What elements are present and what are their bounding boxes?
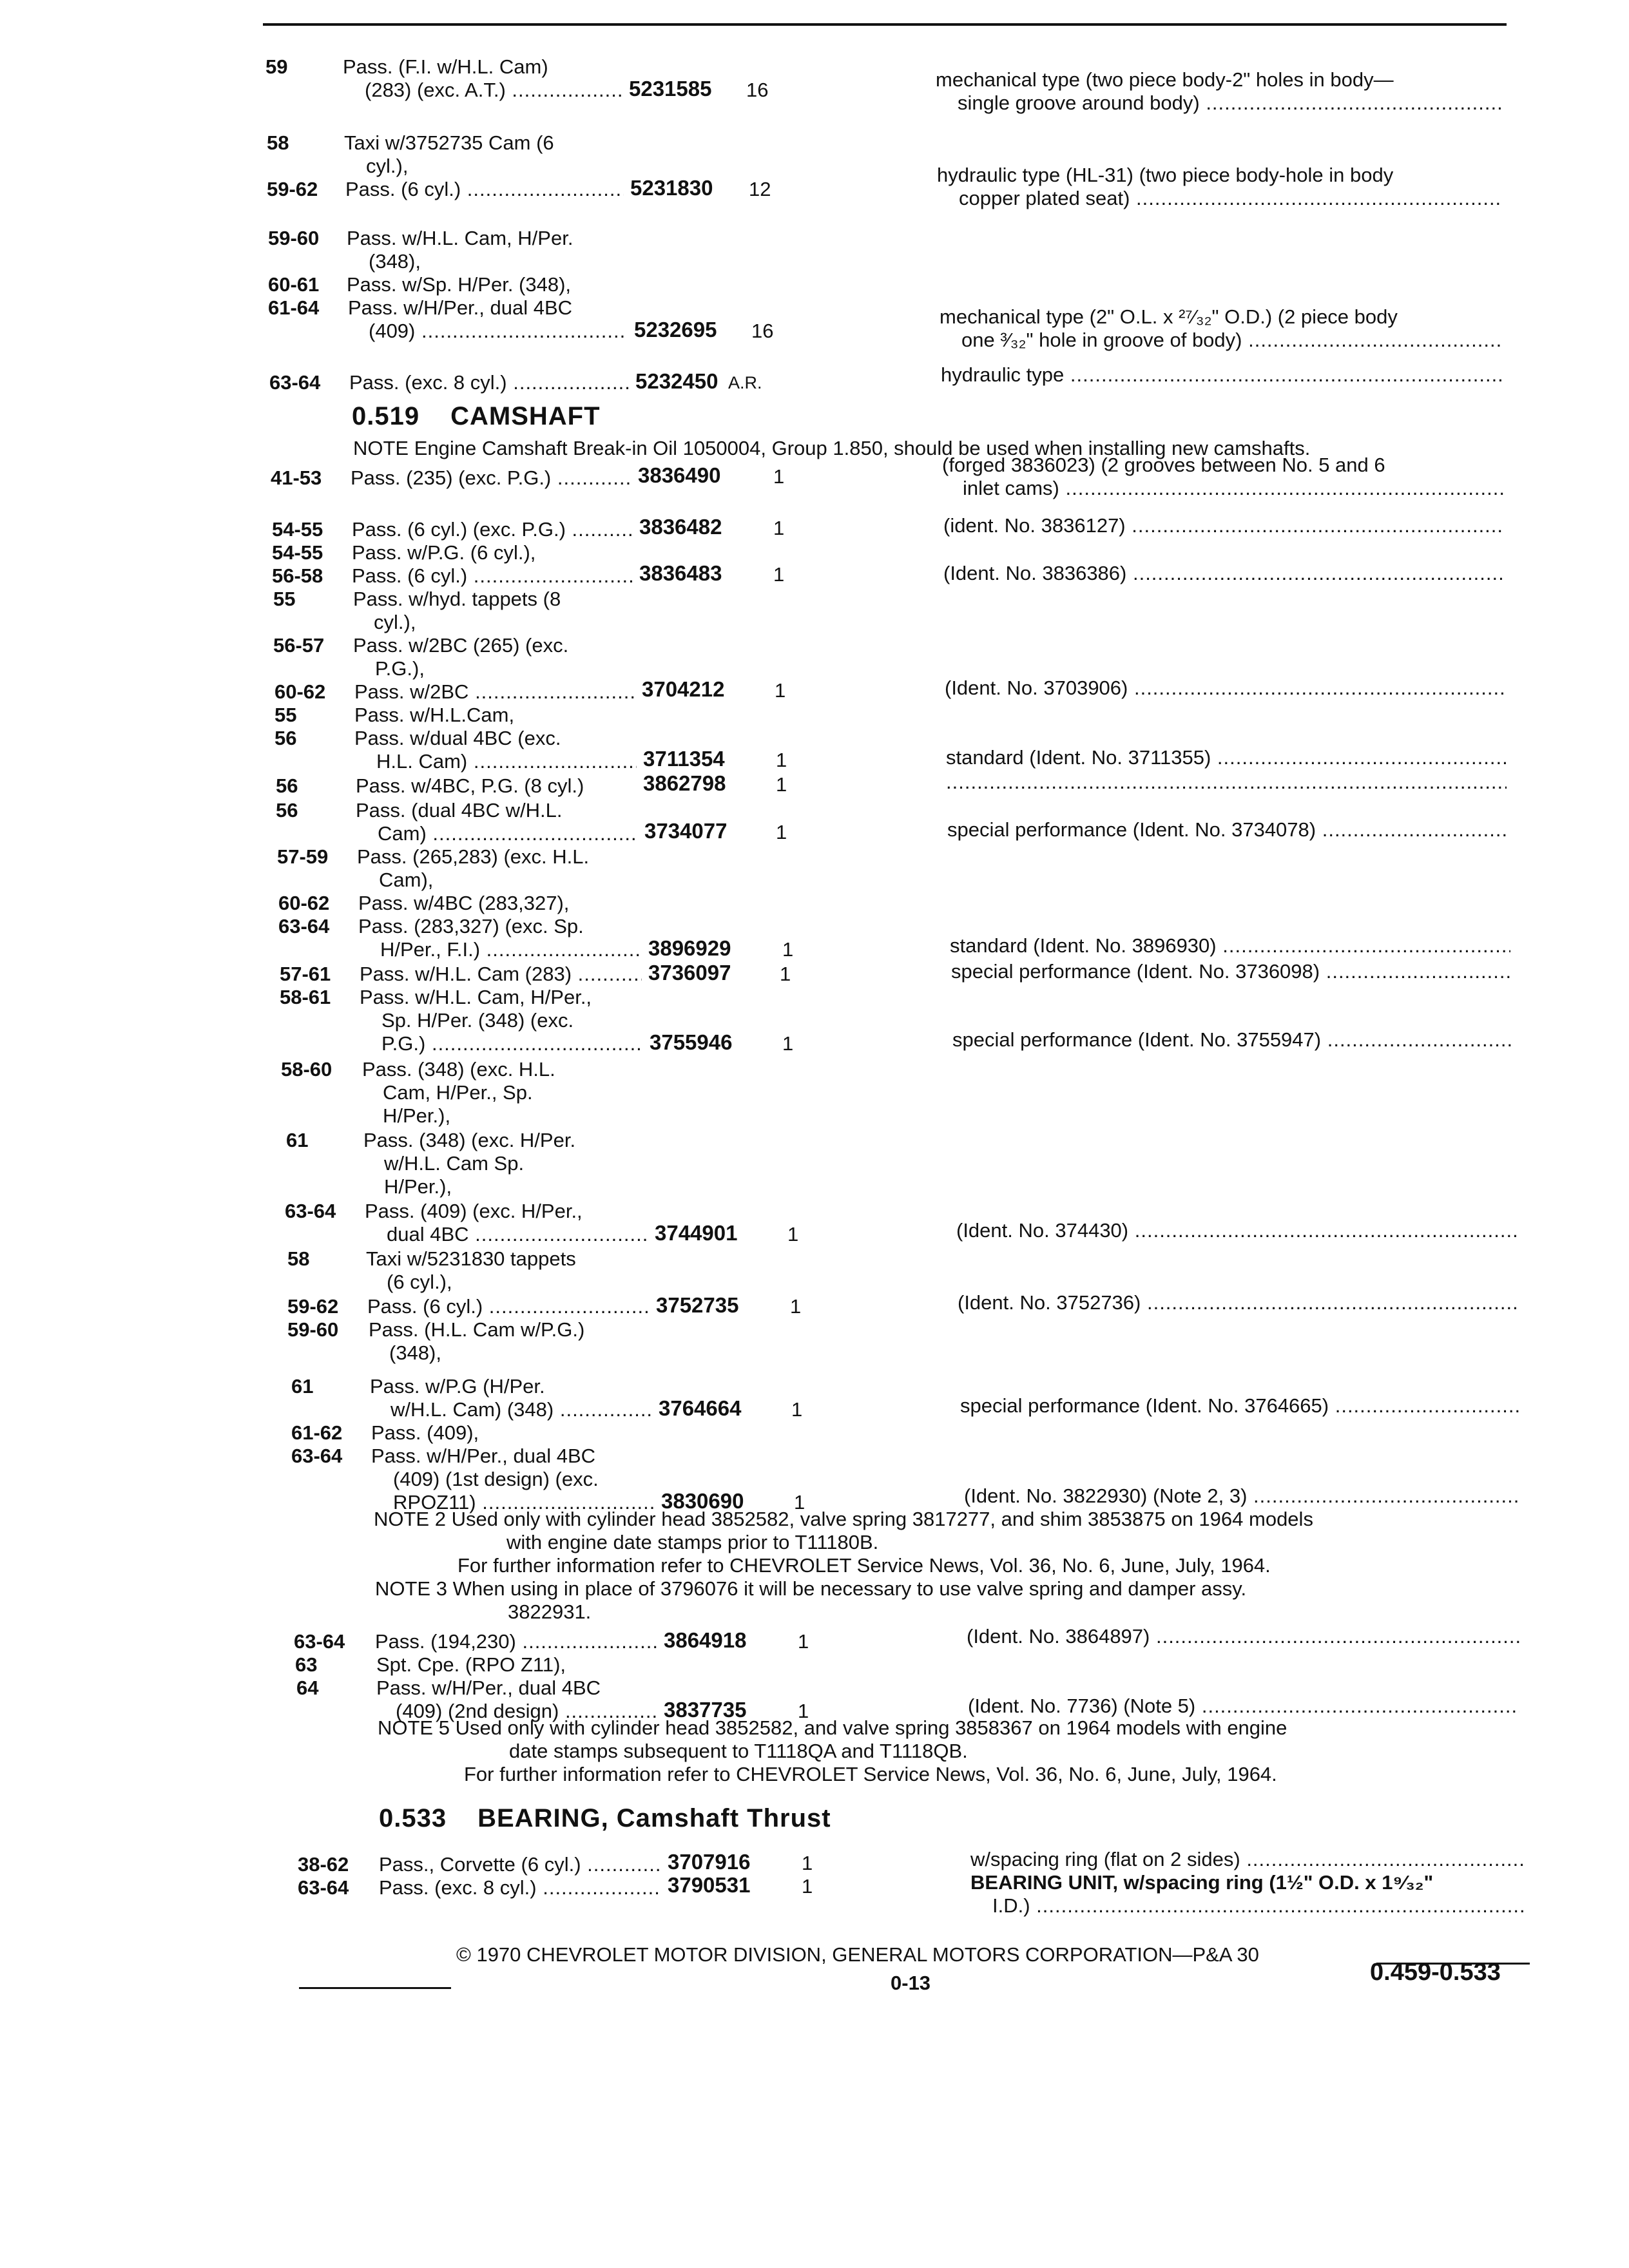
part-number: 3734077 (644, 819, 728, 843)
quantity: 1 (775, 679, 786, 702)
section-number: 0.533 (379, 1804, 447, 1832)
note-5: NOTE 5 Used only with cylinder head 3852582, and valve spring 3858367 on 1964 models with engine (378, 1716, 1287, 1739)
entry-model-line: cyl.), (366, 155, 409, 177)
quantity: 1 (794, 1491, 805, 1514)
entry-years: 60-61 (268, 273, 320, 296)
entry-notes: inlet cams) ..... (963, 477, 1504, 500)
entry-model-line: (283) (exc. A.T.) ..... (365, 79, 622, 102)
entry-model-line: H/Per.), (384, 1175, 452, 1198)
section-heading-camshaft (352, 402, 601, 431)
entry-model-line: Pass. (exc. 8 cyl.) ..... (349, 371, 629, 394)
entry-model-line: Pass. w/H.L.Cam, (354, 704, 515, 726)
entry-model-line: Pass. (H.L. Cam w/P.G.) (369, 1318, 585, 1341)
entry-model-line: Pass. (6 cyl.) ..... (345, 178, 624, 201)
part-number: 3830690 (661, 1489, 744, 1513)
entry-model-line: (409) (1st design) (exc. (393, 1468, 599, 1490)
entry-years: 55 (275, 704, 297, 726)
entry-notes: (Ident. No. 3752736) ..... (958, 1291, 1518, 1314)
entry-years: 61 (286, 1129, 309, 1151)
entry-notes: BEARING UNIT, w/spacing ring (1½" O.D. x 1⁹⁄₃₂" (970, 1871, 1434, 1894)
entry-years: 57-59 (277, 845, 329, 868)
quantity: 1 (773, 563, 785, 586)
entry-notes: standard (Ident. No. 3896930) ..... (950, 934, 1510, 957)
entry-model-line: Pass. w/Sp. H/Per. (348), (347, 273, 572, 296)
quantity: 1 (791, 1398, 803, 1421)
entry-model-line: Pass. w/P.G. (6 cyl.), (352, 541, 536, 564)
entry-model-line: Pass. (265,283) (exc. H.L. (357, 845, 590, 868)
entry-years: 59-62 (287, 1295, 339, 1318)
entry-years: 63 (295, 1653, 318, 1676)
part-number: 3862798 (643, 771, 726, 795)
part-number: 3744901 (655, 1221, 738, 1245)
entry-model-line: Pass. (6 cyl.) ..... (352, 564, 633, 588)
entry-years: 63-64 (291, 1445, 343, 1467)
entry-model-line: Pass. w/2BC ..... (354, 680, 635, 704)
entry-model-line: (348), (389, 1341, 441, 1364)
section-title: CAMSHAFT (450, 402, 601, 430)
entry-model-line: Cam, H/Per., Sp. (383, 1081, 533, 1104)
entry-model-line: P.G.), (375, 657, 425, 680)
quantity: 1 (780, 963, 791, 985)
entry-notes: special performance (Ident. No. 3764665) ..... (960, 1394, 1521, 1418)
entry-years: 59-62 (267, 178, 318, 200)
entry-notes: (Ident. No. 374430) ..... (956, 1219, 1517, 1242)
part-number: 3837735 (664, 1698, 747, 1722)
part-number: 3836483 (639, 561, 722, 585)
quantity: 1 (787, 1223, 799, 1245)
entry-years: 63-64 (294, 1630, 345, 1653)
entry-model-line: Pass. (409) (exc. H/Per., (365, 1200, 583, 1222)
entry-years: 63-64 (278, 915, 330, 937)
entry-notes: hydraulic type (HL-31) (two piece body-hole in body (937, 164, 1394, 186)
entry-model-line: Pass. (348) (exc. H.L. (362, 1058, 555, 1081)
entry-years: 59-60 (287, 1318, 339, 1341)
quantity: 1 (802, 1852, 813, 1874)
entry-model-line: P.G.) ..... (381, 1032, 643, 1055)
entry-years: 59-60 (268, 227, 320, 249)
entry-notes: one ³⁄₃₂" hole in groove of body) ..... (961, 329, 1503, 352)
entry-years: 41-53 (271, 466, 322, 489)
part-number: 5232450 (635, 369, 718, 393)
entry-model-line: Pass. w/H/Per., dual 4BC (376, 1677, 601, 1699)
entry-years: 55 (273, 588, 296, 610)
quantity: 1 (776, 749, 787, 771)
entry-model-line: Pass. w/H/Per., dual 4BC (371, 1445, 596, 1467)
entry-notes: (forged 3836023) (2 grooves between No. 5 and 6 (942, 454, 1385, 476)
entry-notes: (Ident. No. 3864897) ..... (967, 1625, 1521, 1648)
entry-model-line: dual 4BC ..... (387, 1223, 648, 1246)
entry-notes (946, 771, 1507, 794)
part-number: 5231585 (629, 77, 712, 101)
entry-model-line: (409) ..... (369, 320, 626, 343)
entry-model-line: Pass., Corvette (6 cyl.) ..... (379, 1853, 661, 1876)
copyright-notice: © 1970 CHEVROLET MOTOR DIVISION, GENERAL MOTORS CORPORATION—P&A 30 (456, 1943, 1259, 1966)
entry-model-line: Pass. w/dual 4BC (exc. (354, 727, 561, 749)
entry-notes: special performance (Ident. No. 3755947) ..... (952, 1028, 1513, 1052)
entry-years: 60-62 (278, 892, 330, 914)
entry-model-line: Pass. (283,327) (exc. Sp. (358, 915, 584, 937)
quantity: 16 (746, 79, 769, 101)
top-rule (263, 23, 1507, 26)
entry-model-line: Cam), (379, 869, 434, 891)
entry-model-line: cyl.), (374, 611, 416, 633)
part-number: 3896929 (648, 936, 731, 960)
entry-notes: (Ident. No. 3703906) ..... (945, 677, 1505, 700)
section-range: 0.459-0.533 (1370, 1959, 1501, 1986)
entry-model-line: (348), (369, 250, 421, 273)
entry-years: 54-55 (272, 541, 323, 564)
entry-years: 61-64 (268, 296, 320, 319)
quantity: 1 (782, 1032, 794, 1055)
entry-model-line: Taxi w/5231830 tappets (366, 1247, 576, 1270)
entry-model-line: Sp. H/Per. (348) (exc. (381, 1009, 574, 1032)
quantity: 1 (798, 1700, 809, 1722)
quantity: 1 (802, 1875, 813, 1898)
entry-model-line: Pass. (194,230) ..... (375, 1630, 657, 1653)
camshaft-note: NOTE Engine Camshaft Break-in Oil 1050004, Group 1.850, should be used when installing new camshafts. (353, 437, 1311, 459)
entry-model-line: Pass. (6 cyl.) ..... (367, 1295, 648, 1318)
entry-years: 63-64 (298, 1876, 349, 1899)
section-title: BEARING, Camshaft Thrust (477, 1804, 831, 1832)
quantity: 1 (798, 1630, 809, 1653)
part-number: 3707916 (668, 1850, 751, 1874)
entry-notes: special performance (Ident. No. 3734078) ..... (947, 818, 1508, 841)
part-number: 3864918 (664, 1628, 747, 1652)
entry-model-line: Pass. w/H/Per., dual 4BC (348, 296, 573, 319)
entry-model-line: (6 cyl.), (387, 1271, 452, 1293)
note-3: NOTE 3 When using in place of 3796076 it will be necessary to use valve spring and damper assy. (375, 1577, 1247, 1600)
section-number: 0.519 (352, 402, 420, 430)
quantity: 16 (751, 320, 774, 342)
part-number: 3755946 (650, 1030, 733, 1054)
note-5: For further information refer to CHEVROLET Service News, Vol. 36, No. 6, June, July, 1964. (464, 1763, 1277, 1785)
entry-model-line: Pass. (348) (exc. H/Per. (363, 1129, 576, 1151)
entry-notes: (ident. No. 3836127) ..... (943, 514, 1504, 537)
note-2: For further information refer to CHEVROLET Service News, Vol. 36, No. 6, June, July, 1964. (458, 1554, 1271, 1577)
entry-model-line: w/H.L. Cam) (348) ..... (390, 1398, 652, 1421)
entry-notes: (Ident. No. 3836386) ..... (943, 562, 1504, 585)
entry-years: 56-57 (273, 634, 325, 657)
entry-years: 57-61 (280, 963, 331, 985)
part-number: 3752735 (656, 1293, 739, 1317)
entry-years: 58-61 (280, 986, 331, 1008)
entry-model-line: Pass. w/hyd. tappets (8 (353, 588, 561, 610)
entry-years: 63-64 (269, 371, 321, 394)
entry-years: 58 (287, 1247, 310, 1270)
entry-model-line: Pass. (F.I. w/H.L. Cam) (343, 55, 548, 78)
entry-notes: I.D.) ..... (992, 1894, 1523, 1917)
entry-years: 61 (291, 1375, 314, 1398)
entry-notes: mechanical type (2" O.L. x ²⁷⁄₃₂" O.D.) (2 piece body (940, 305, 1398, 328)
note-3: 3822931. (508, 1600, 592, 1623)
entry-years: 56 (276, 799, 298, 822)
entry-model-line: Pass. (6 cyl.) (exc. P.G.) ..... (352, 518, 633, 541)
quantity: 12 (749, 178, 771, 200)
entry-years: 60-62 (275, 680, 326, 703)
entry-model-line: Pass. w/4BC, P.G. (8 cyl.) (356, 774, 584, 797)
part-number: 3736097 (648, 961, 731, 985)
entry-model-line: Cam) ..... (378, 822, 638, 845)
entry-notes: (Ident. No. 3822930) (Note 2, 3) ..... (964, 1485, 1518, 1508)
entry-notes: hydraulic type ..... (941, 363, 1504, 387)
quantity: 1 (776, 821, 787, 843)
page-number: 0-13 (891, 1972, 931, 1994)
quantity: 1 (782, 938, 794, 961)
part-number: 3704212 (642, 677, 725, 701)
entry-model-line: Taxi w/3752735 Cam (6 (344, 131, 554, 154)
entry-notes: w/spacing ring (flat on 2 sides) ..... (970, 1848, 1523, 1871)
entry-years: 63-64 (285, 1200, 336, 1222)
entry-model-line: H.L. Cam) ..... (376, 750, 637, 773)
entry-years: 56-58 (272, 564, 323, 587)
quantity: 1 (773, 517, 785, 539)
entry-notes: (Ident. No. 7736) (Note 5) ..... (968, 1695, 1519, 1718)
entry-years: 58 (267, 131, 289, 154)
entry-years: 61-62 (291, 1421, 343, 1444)
entry-model-line: Pass. (exc. 8 cyl.) ..... (379, 1876, 661, 1899)
part-number: 5232695 (634, 318, 717, 341)
quantity: 1 (773, 465, 785, 488)
part-number: 3711354 (643, 747, 725, 771)
note-2: with engine date stamps prior to T11180B. (506, 1531, 879, 1553)
entry-model-line: H/Per., F.I.) ..... (380, 938, 642, 961)
entry-years: 38-62 (298, 1853, 349, 1876)
note-2: NOTE 2 Used only with cylinder head 3852582, valve spring 3817277, and shim 3853875 on 1964 models (374, 1508, 1313, 1530)
part-number: 5231830 (630, 176, 713, 200)
entry-years: 56 (276, 774, 298, 797)
entry-model-line: Pass. (235) (exc. P.G.) ..... (351, 466, 631, 490)
entry-notes: special performance (Ident. No. 3736098) ..... (951, 960, 1512, 983)
entry-model-line: Pass. (dual 4BC w/H.L. (356, 799, 563, 822)
quantity: A.R. (728, 373, 762, 392)
entry-years: 58-60 (281, 1058, 333, 1081)
entry-notes: mechanical type (two piece body-2" holes in body— (936, 68, 1394, 91)
section-heading-bearing (379, 1804, 831, 1833)
entry-model-line: Pass. w/H.L. Cam (283) ..... (360, 963, 642, 986)
entry-model-line: H/Per.), (383, 1104, 451, 1127)
entry-model-line: Pass. (409), (371, 1421, 479, 1444)
entry-model-line: Pass. w/H.L. Cam, H/Per., (360, 986, 592, 1008)
part-number: 3836482 (639, 515, 722, 539)
entry-notes: copper plated seat) ..... (959, 187, 1500, 210)
entry-model-line: w/H.L. Cam Sp. (384, 1152, 525, 1175)
entry-model-line: RPOZ11) ..... (393, 1491, 655, 1514)
entry-model-line: Pass. w/P.G (H/Per. (370, 1375, 545, 1398)
entry-model-line: (409) (2nd design) ..... (396, 1700, 657, 1723)
entry-model-line: Pass. w/2BC (265) (exc. (353, 634, 569, 657)
entry-notes: standard (Ident. No. 3711355) ..... (946, 746, 1507, 769)
note-5: date stamps subsequent to T1118QA and T1118QB. (509, 1740, 968, 1762)
entry-years: 54-55 (272, 518, 323, 541)
entry-model-line: Pass. w/H.L. Cam, H/Per. (347, 227, 574, 249)
part-number: 3790531 (668, 1873, 751, 1897)
entry-years: 64 (296, 1677, 319, 1699)
part-number: 3836490 (638, 463, 721, 487)
entry-years: 56 (275, 727, 297, 749)
quantity: 1 (790, 1295, 802, 1318)
entry-notes: single groove around body) ..... (958, 91, 1501, 115)
part-number: 3764664 (659, 1396, 742, 1420)
footer-rule-left (299, 1987, 451, 1989)
entry-years: 59 (265, 55, 288, 78)
entry-model-line: Pass. w/4BC (283,327), (358, 892, 570, 914)
entry-model-line: Spt. Cpe. (RPO Z11), (376, 1653, 566, 1676)
quantity: 1 (776, 773, 787, 796)
